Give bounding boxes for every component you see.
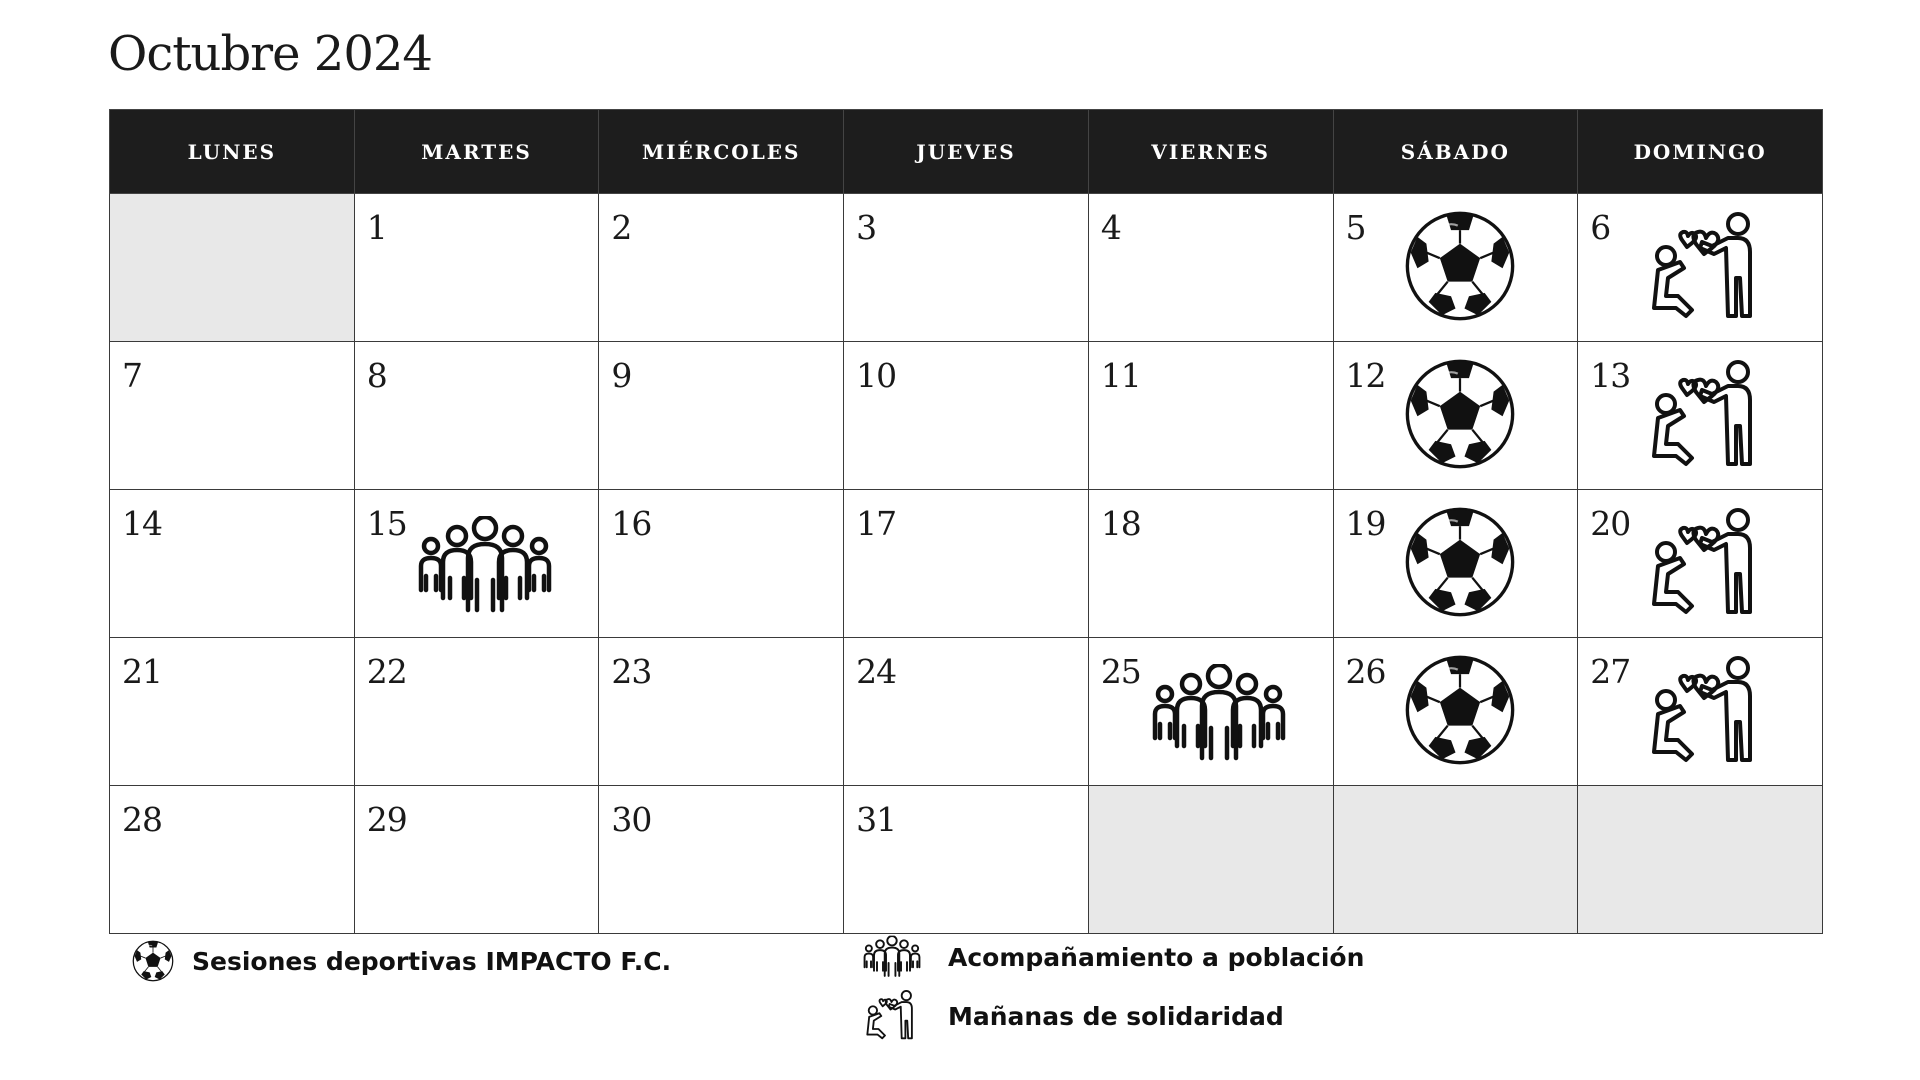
calendar-day-cell: [1578, 194, 1823, 342]
soccer-ball-icon: [1404, 654, 1516, 766]
day-number: 6: [1590, 208, 1611, 247]
legend-sports: [132, 940, 671, 982]
day-number: 3: [856, 208, 877, 247]
solidarity-icon: [1646, 212, 1764, 324]
day-number: 27: [1590, 652, 1631, 691]
day-number: 19: [1345, 504, 1386, 543]
legend-accompaniment: [862, 934, 1364, 980]
day-number: 20: [1590, 504, 1631, 543]
calendar-day-cell: [110, 638, 355, 786]
day-number: 16: [611, 504, 652, 543]
weekday-header: LUNES: [110, 110, 355, 194]
calendar-day-cell: [354, 786, 599, 934]
day-number: 7: [122, 356, 142, 395]
day-number: 26: [1345, 652, 1386, 691]
day-number: 4: [1100, 208, 1121, 247]
people-group-icon: [1149, 664, 1289, 764]
soccer-ball-icon: [132, 940, 174, 982]
calendar-day-cell: [1088, 194, 1333, 342]
day-number: 24: [856, 652, 897, 691]
calendar-day-cell: [110, 786, 355, 934]
day-number: 5: [1345, 208, 1366, 247]
weekday-header: VIERNES: [1088, 110, 1333, 194]
week-row: [110, 786, 1823, 934]
calendar-day-cell: [844, 490, 1089, 638]
calendar-day-cell: [1578, 490, 1823, 638]
page-title: Octubre 2024: [108, 26, 432, 82]
day-number: 10: [856, 356, 897, 395]
day-number: 21: [122, 652, 162, 691]
solidarity-icon: [1646, 360, 1764, 472]
day-number: 12: [1345, 356, 1386, 395]
solidarity-icon: [1646, 656, 1764, 768]
calendar-day-cell: [1333, 194, 1578, 342]
week-row: [110, 490, 1823, 638]
soccer-ball-icon: [1404, 506, 1516, 618]
legend-solidarity: [862, 990, 1284, 1042]
calendar-day-cell: [599, 786, 844, 934]
people-group-icon: [862, 934, 922, 980]
calendar-day-cell: [354, 490, 599, 638]
legend-sports-label: Sesiones deportivas IMPACTO F.C.: [192, 946, 672, 976]
calendar-day-cell: [599, 194, 844, 342]
calendar-day-cell: [1088, 490, 1333, 638]
day-number: 11: [1100, 356, 1141, 395]
day-number: 29: [366, 800, 407, 839]
weekday-header: SÁBADO: [1333, 110, 1578, 194]
legend-accompaniment-label: Acompañamiento a población: [948, 942, 1365, 972]
day-number: 25: [1100, 652, 1141, 691]
week-row: [110, 638, 1823, 786]
day-number: 23: [611, 652, 652, 691]
people-group-icon: [415, 516, 555, 616]
calendar-day-cell: [110, 342, 355, 490]
day-number: 1: [366, 208, 387, 247]
day-number: 22: [366, 652, 407, 691]
solidarity-icon: [1646, 508, 1764, 620]
weekday-header: MIÉRCOLES: [599, 110, 844, 194]
day-number: 31: [856, 800, 897, 839]
soccer-ball-icon: [1404, 210, 1516, 322]
week-row: [110, 194, 1823, 342]
day-number: 30: [611, 800, 652, 839]
calendar-day-cell: [599, 638, 844, 786]
calendar-day-cell: [1088, 638, 1333, 786]
day-number: 14: [122, 504, 162, 543]
soccer-ball-icon: [1404, 358, 1516, 470]
day-number: 17: [856, 504, 897, 543]
calendar-day-cell: [1333, 638, 1578, 786]
calendar-day-cell: [1578, 638, 1823, 786]
weekday-header-row: [110, 110, 1823, 194]
day-number: 28: [122, 800, 162, 839]
calendar-empty-cell: [1578, 786, 1823, 934]
calendar-empty-cell: [110, 194, 355, 342]
day-number: 13: [1590, 356, 1631, 395]
calendar-day-cell: [110, 490, 355, 638]
weekday-header: MARTES: [354, 110, 599, 194]
calendar-day-cell: [354, 342, 599, 490]
weekday-header: JUEVES: [844, 110, 1089, 194]
day-number: 15: [366, 504, 407, 543]
calendar-day-cell: [1578, 342, 1823, 490]
calendar-day-cell: [1333, 490, 1578, 638]
calendar-day-cell: [844, 342, 1089, 490]
day-number: 18: [1100, 504, 1141, 543]
legend-solidarity-label: Mañanas de solidaridad: [948, 1001, 1284, 1031]
calendar-day-cell: [354, 194, 599, 342]
calendar-day-cell: [599, 342, 844, 490]
calendar-day-cell: [844, 786, 1089, 934]
calendar-day-cell: [844, 194, 1089, 342]
calendar-day-cell: [844, 638, 1089, 786]
calendar-empty-cell: [1088, 786, 1333, 934]
calendar-day-cell: [1088, 342, 1333, 490]
solidarity-icon: [862, 990, 920, 1042]
weekday-header: DOMINGO: [1578, 110, 1823, 194]
day-number: 2: [611, 208, 632, 247]
calendar-grid: [109, 109, 1823, 934]
calendar-day-cell: [354, 638, 599, 786]
week-row: [110, 342, 1823, 490]
calendar-day-cell: [1333, 342, 1578, 490]
day-number: 9: [611, 356, 632, 395]
calendar-day-cell: [599, 490, 844, 638]
calendar-empty-cell: [1333, 786, 1578, 934]
day-number: 8: [366, 356, 387, 395]
